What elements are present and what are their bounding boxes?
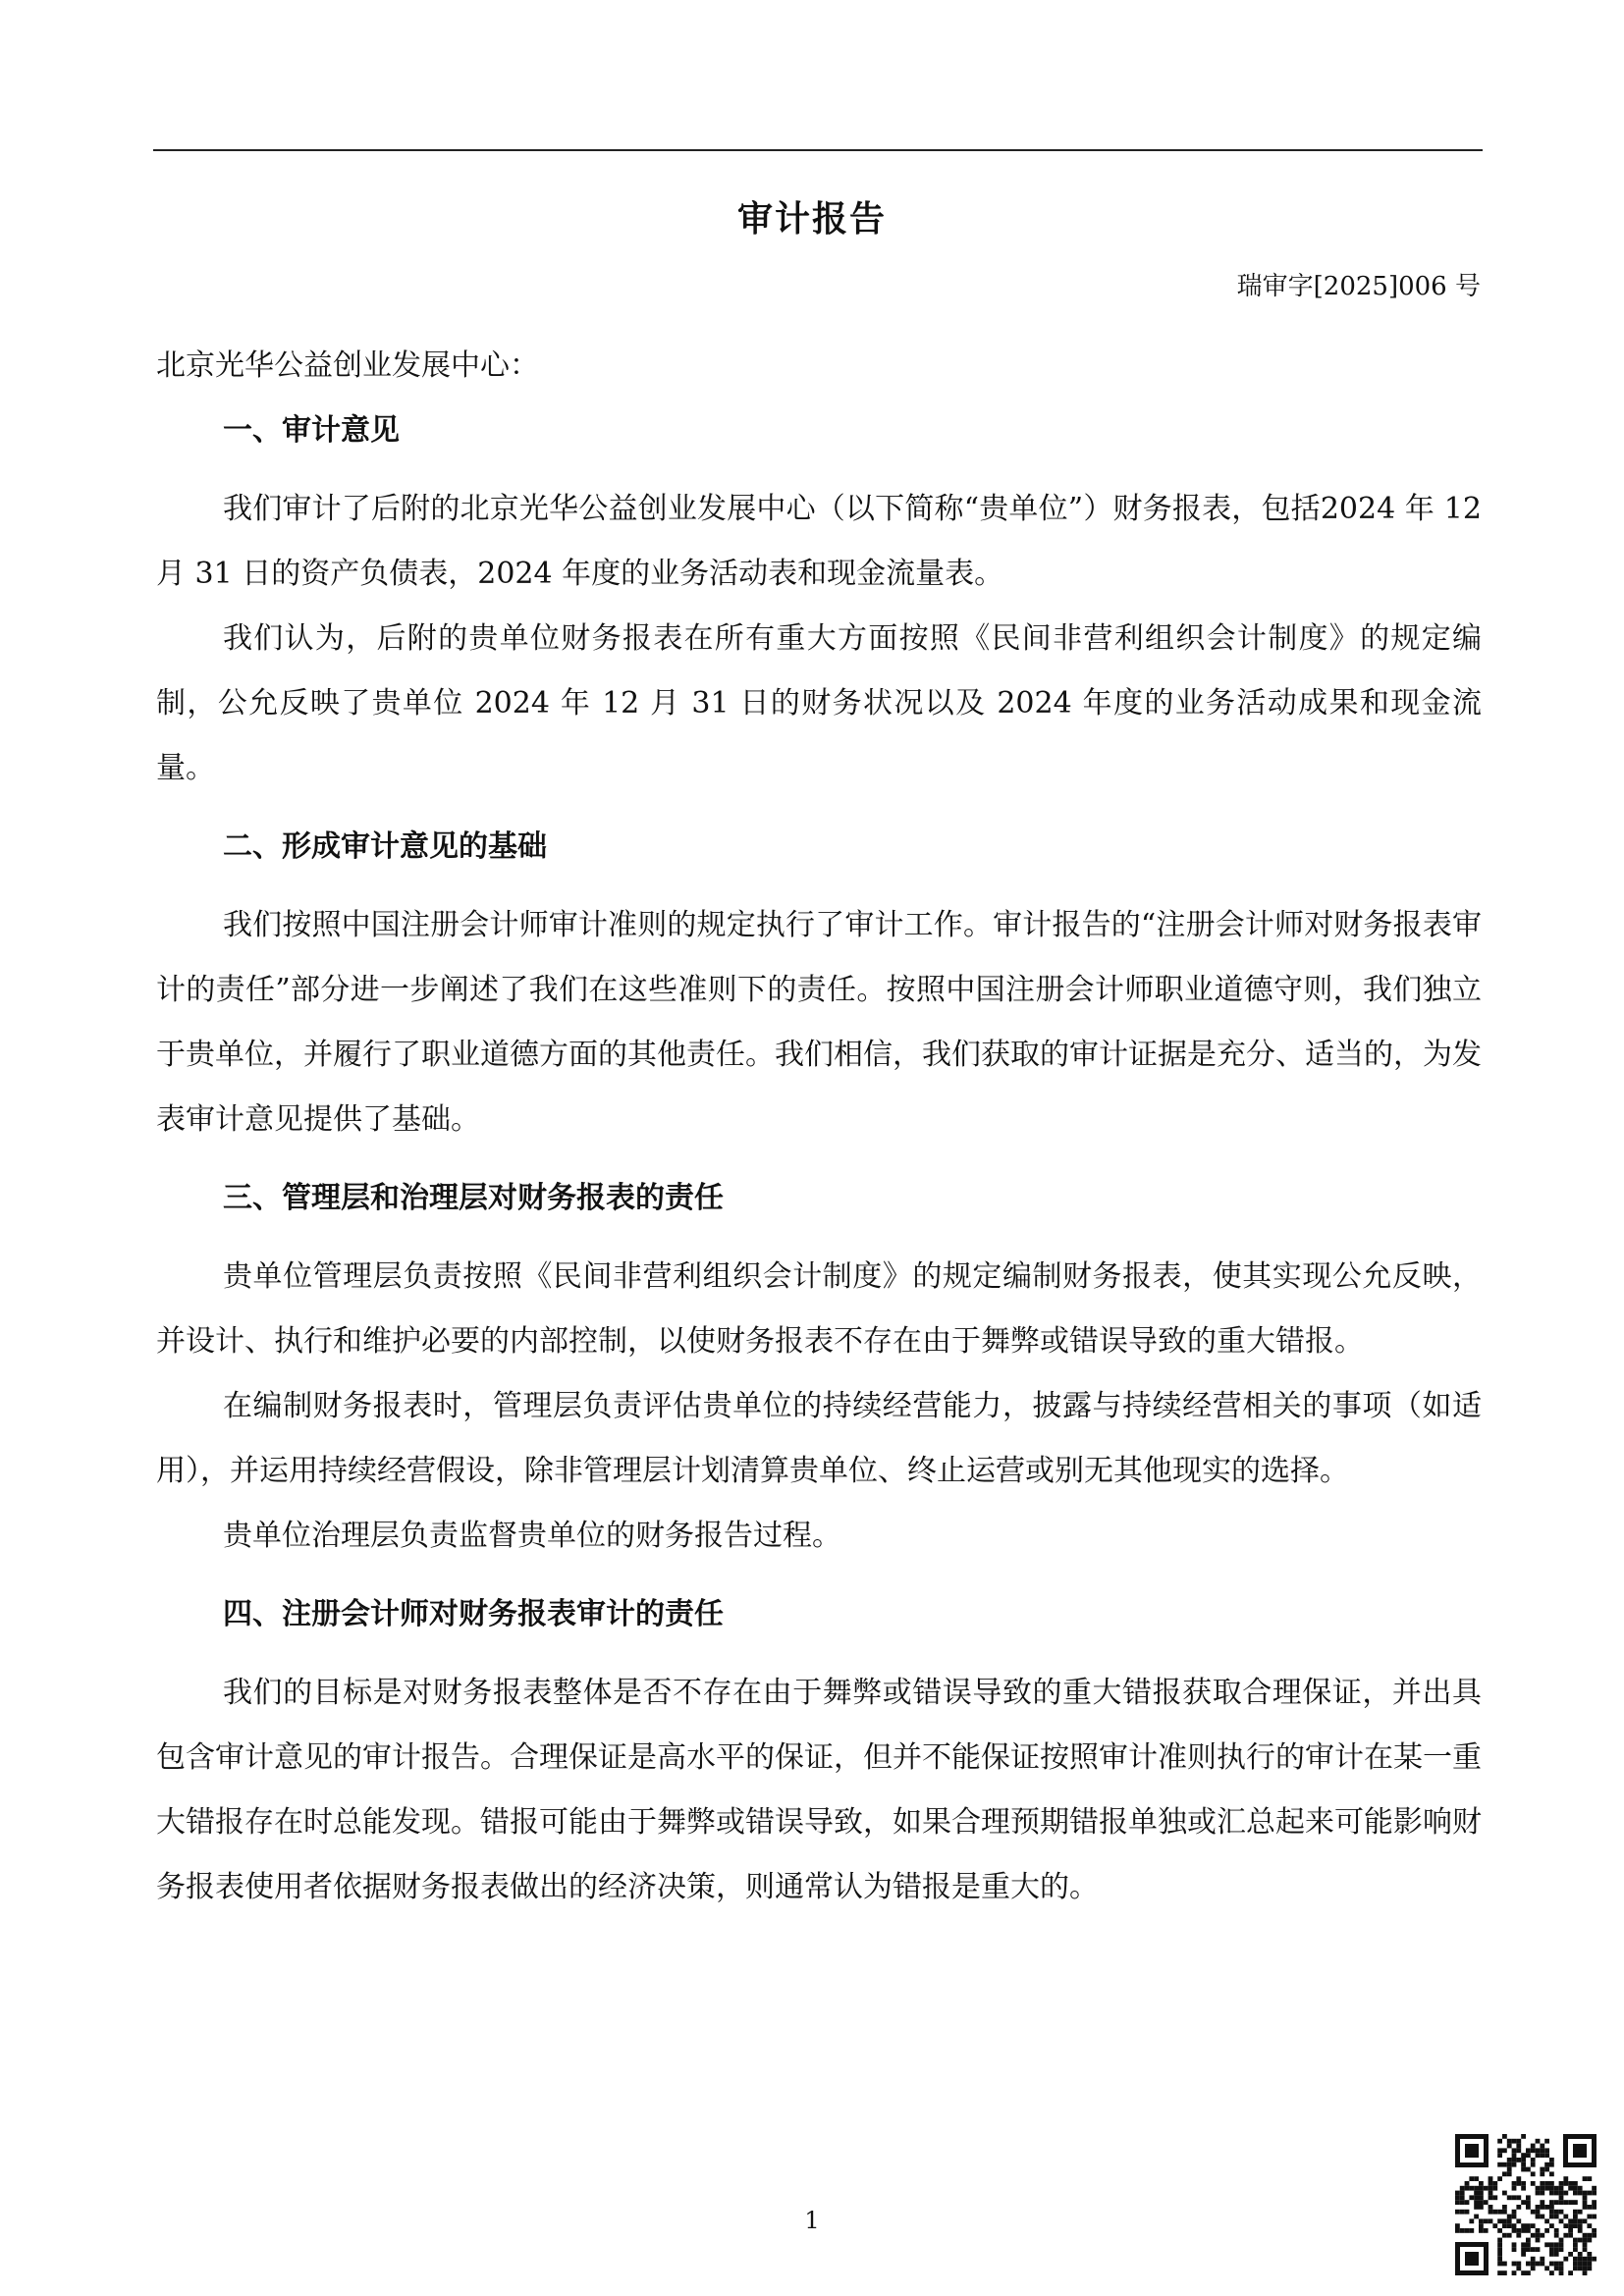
- paragraph: 我们的目标是对财务报表整体是否不存在由于舞弊或错误导致的重大错报获取合理保证，并出具包含审计意见的审计报告。合理保证是高水平的保证，但并不能保证按照审计准则执行的审计在某一重大错报存在时总能发现。错报可能由于舞弊或错误导致，如果合理预期错报单独或汇总起来可能影响财务报表使用者依据财务报表做出的经济决策，则通常认为错报是重大的。: [156, 1676, 1482, 1904]
- report-number: 瑞审字[2025]006 号: [1236, 272, 1481, 301]
- paragraph: 我们按照中国注册会计师审计准则的规定执行了审计工作。审计报告的“注册会计师对财务报表审计的责任”部分进一步阐述了我们在这些准则下的责任。按照中国注册会计师职业道德守则，我们独立于贵单位，并履行了职业道德方面的其他责任。我们相信，我们获取的审计证据是充分、适当的，为发表审计意见提供了基础。: [156, 908, 1482, 1137]
- report-body: [156, 334, 1482, 1920]
- addressee: 北京光华公益创业发展中心：: [156, 348, 539, 383]
- section-heading-auditor-responsibility: 四、注册会计师对财务报表审计的责任: [223, 1597, 724, 1631]
- paragraph: 贵单位治理层负责监督贵单位的财务报告过程。: [223, 1519, 841, 1553]
- page-number: 1: [804, 2207, 820, 2234]
- section-heading-basis-for-opinion: 二、形成审计意见的基础: [223, 829, 547, 864]
- paragraph: 我们审计了后附的北京光华公益创业发展中心（以下简称“贵单位”）财务报表，包括2024 年 12 月 31 日的资产负债表，2024 年度的业务活动表和现金流量表。: [156, 492, 1482, 591]
- paragraph: 在编制财务报表时，管理层负责评估贵单位的持续经营能力，披露与持续经营相关的事项（如适用），并运用持续经营假设，除非管理层计划清算贵单位、终止运营或别无其他现实的选择。: [156, 1389, 1482, 1488]
- paragraph: 我们认为，后附的贵单位财务报表在所有重大方面按照《民间非营利组织会计制度》的规定编制，公允反映了贵单位 2024 年 12 月 31 日的财务状况以及 2024 年度的业务活动成果和现金流量。: [156, 621, 1482, 785]
- qr-code-icon: [1451, 2130, 1600, 2279]
- document-title: 审计报告: [736, 199, 887, 240]
- paragraph: 贵单位管理层负责按照《民间非营利组织会计制度》的规定编制财务报表，使其实现公允反映，并设计、执行和维护必要的内部控制，以使财务报表不存在由于舞弊或错误导致的重大错报。: [156, 1259, 1482, 1359]
- section-heading-audit-opinion: 一、审计意见: [223, 413, 400, 448]
- section-heading-management-responsibility: 三、管理层和治理层对财务报表的责任: [223, 1181, 724, 1215]
- header-rule: [153, 149, 1483, 151]
